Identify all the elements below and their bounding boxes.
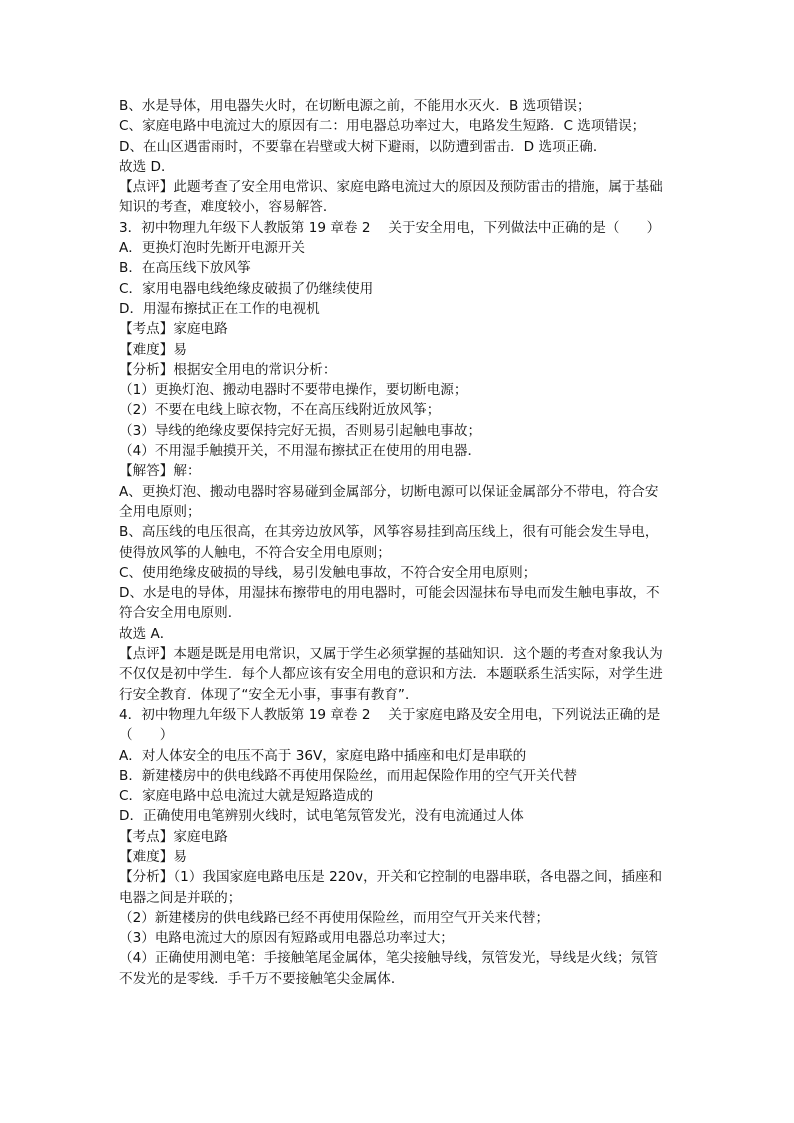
text-line: 行安全教育．体现了“安全无小事，事事有教育”．: [119, 686, 419, 703]
option-line: D．正确使用电笔辨别火线时，试电笔氖管发光，没有电流通过人体: [119, 808, 524, 825]
text-line: 【点评】本题是既是用电常识，又属于学生必须掌握的基础知识．这个题的考查对象我认为: [119, 646, 663, 663]
text-line: 故选 A．: [119, 625, 174, 642]
text-line: 【解答】解：: [119, 463, 201, 480]
text-line: （3）导线的绝缘皮要保持完好无损，否则易引起触电事故；: [119, 422, 482, 439]
text-line: 【分析】（1）我国家庭电路电压是 220v，开关和它控制的电器串联，各电器之间，插座和: [119, 869, 663, 886]
option-line: D．用湿布擦拭正在工作的电视机: [119, 300, 320, 317]
text-line: B、水是导体，用电器失火时，在切断电源之前，不能用水灭火．B 选项错误；: [119, 98, 591, 114]
text-line: （4）正确使用测电笔：手接触笔尾金属体，笔尖接触导线，氖管发光，导线是火线；氖管: [119, 950, 658, 967]
text-line: 【考点】家庭电路: [119, 828, 228, 845]
text-line: 【难度】易: [119, 341, 187, 358]
text-line: 故选 D．: [119, 158, 175, 175]
text-line: 不发光的是零线．手千万不要接触笔尖金属体．: [119, 970, 405, 987]
option-line: B．在高压线下放风筝: [119, 260, 251, 277]
text-line: C、家庭电路中电流过大的原因有二：用电器总功率过大，电路发生短路．C 选项错误；: [119, 118, 646, 135]
text-line: 【考点】家庭电路: [119, 321, 228, 338]
question-heading: 4．初中物理九年级下人教版第 19 章卷 2 关于家庭电路及安全用电，下列说法正确的是: [119, 706, 661, 723]
text-line: D、在山区遇雷雨时，不要靠在岩壁或大树下避雨，以防遭到雷击．D 选项正确．: [119, 138, 607, 155]
text-line: 电器之间是并联的；: [119, 889, 242, 906]
text-line: 知识的考查，难度较小，容易解答．: [119, 199, 337, 216]
text-line: （ ）: [119, 727, 174, 744]
text-line: 使得放风筝的人触电，不符合安全用电原则；: [119, 544, 391, 561]
text-line: （1）更换灯泡、搬动电器时不要带电操作，要切断电源；: [119, 382, 468, 399]
text-line: 全用电原则；: [119, 503, 201, 520]
text-line: 【分析】根据安全用电的常识分析：: [119, 361, 337, 378]
option-line: A．对人体安全的电压不高于 36V，家庭电路中插座和电灯是串联的: [119, 747, 527, 764]
text-line: （2）不要在电线上晾衣物，不在高压线附近放风筝；: [119, 402, 441, 419]
text-line: C、使用绝缘皮破损的导线，易引发触电事故，不符合安全用电原则；: [119, 564, 537, 581]
text-line: （2）新建楼房的供电线路已经不再使用保险丝，而用空气开关来代替；: [119, 909, 550, 926]
text-line: 不仅仅是初中学生．每个人都应该有安全用电的意识和方法．本题联系生活实际，对学生进: [119, 666, 663, 683]
text-line: B、高压线的电压很高，在其旁边放风筝，风筝容易挂到高压线上，很有可能会发生导电，: [119, 524, 659, 541]
option-line: C．家庭电路中总电流过大就是短路造成的: [119, 788, 374, 805]
option-line: B．新建楼房中的供电线路不再使用保险丝，而用起保险作用的空气开关代替: [119, 767, 577, 784]
text-line: 【点评】此题考查了安全用电常识、家庭电路电流过大的原因及预防雷击的措施，属于基础: [119, 179, 663, 196]
text-line: A、更换灯泡、搬动电器时容易碰到金属部分，切断电源可以保证金属部分不带电，符合安: [119, 483, 659, 500]
text-line: 符合安全用电原则．: [119, 605, 242, 622]
text-line: （4）不用湿手触摸开关，不用湿布擦拭正在使用的用电器．: [119, 443, 482, 460]
text-line: （3）电路电流过大的原因有短路或用电器总功率过大；: [119, 930, 454, 947]
question-heading: 3．初中物理九年级下人教版第 19 章卷 2 关于安全用电，下列做法中正确的是（ ）: [119, 219, 661, 236]
text-line: D、水是电的导体，用湿抹布擦带电的用电器时，可能会因湿抹布导电而发生触电事故，不: [119, 585, 660, 602]
text-line: 【难度】易: [119, 848, 187, 865]
document-body: [119, 96, 679, 989]
option-line: C．家用电器电线绝缘皮破损了仍继续使用: [119, 280, 374, 297]
option-line: A．更换灯泡时先断开电源开关: [119, 240, 306, 257]
